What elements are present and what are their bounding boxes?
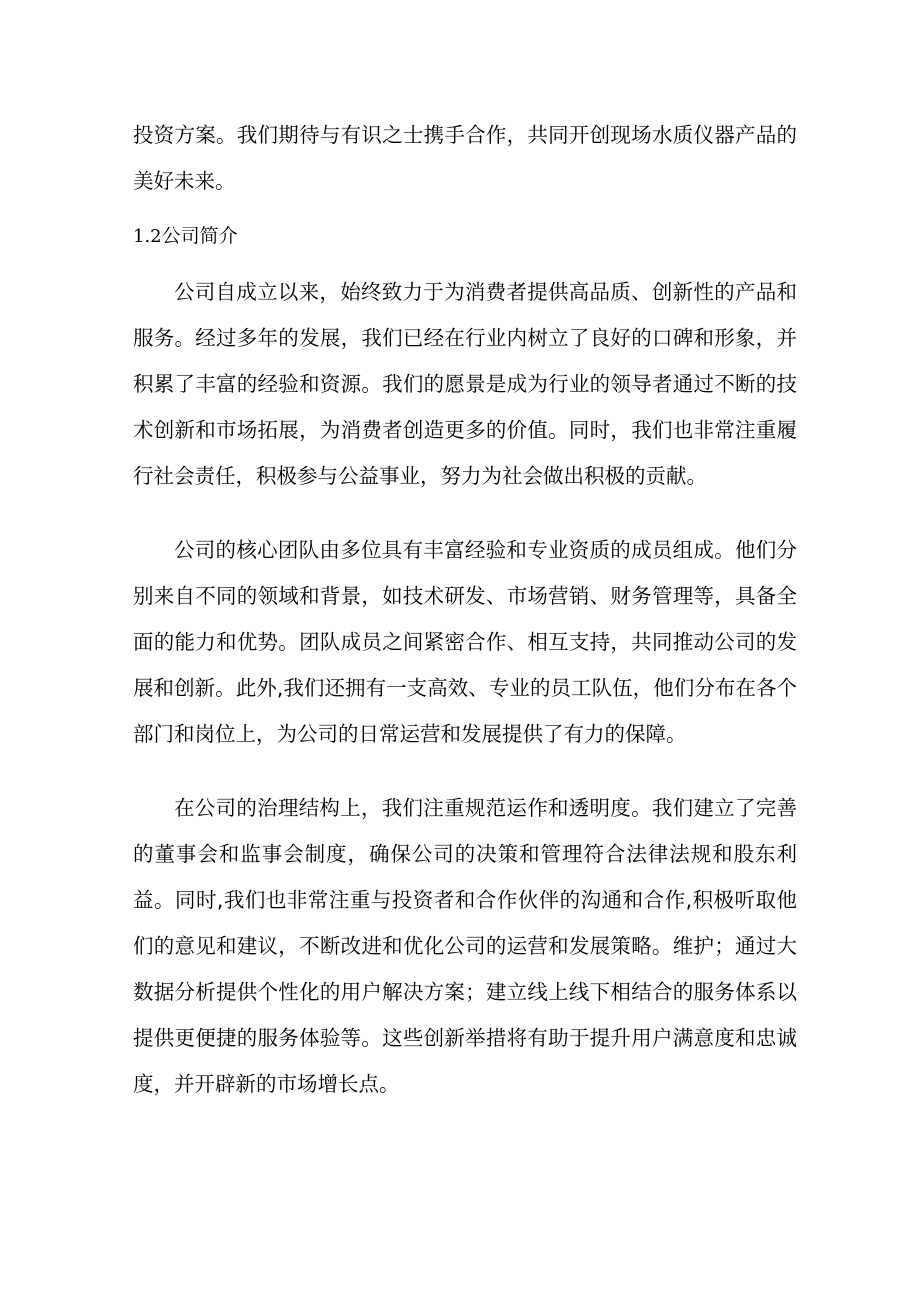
- document-body: [133, 112, 797, 1107]
- section-heading: [133, 213, 797, 260]
- governance-paragraph: 在公司的治理结构上，我们注重规范运作和透明度。我们建立了完善的董事会和监事会制度，确保公司的决策和管理符合法律法规和股东利益。同时,我们也非常注重与投资者和合作伙伴的沟通和合作,积极听取他们的意见和建议，不断改进和优化公司的运营和发展策略。维护；通过大数据分析提供个性化的用户解决方案；建立线上线下相结合的服务体系以提供更便捷的服务体验等。这些创新举措将有助于提升用户满意度和忠诚度，并开辟新的市场增长点。: [133, 796, 797, 1096]
- company-overview-paragraph: 公司自成立以来，始终致力于为消费者提供高品质、创新性的产品和服务。经过多年的发展，我们已经在行业内树立了良好的口碑和形象，并积累了丰富的经验和资源。我们的愿景是成为行业的领导者通过不断的技术创新和市场拓展，为消费者创造更多的价值。同时，我们也非常注重履行社会责任，积极参与公益事业，努力为社会做出积极的贡献。: [133, 280, 797, 488]
- section-title: 公司简介: [161, 225, 238, 247]
- section-number: 1.2: [133, 226, 162, 247]
- core-team-paragraph: 公司的核心团队由多位具有丰富经验和专业资质的成员组成。他们分别来自不同的领域和背景，如技术研发、市场营销、财务管理等，具备全面的能力和优势。团队成员之间紧密合作、相互支持，共同推动公司的发展和创新。此外,我们还拥有一支高效、专业的员工队伍，他们分布在各个部门和岗位上，为公司的日常运营和发展提供了有力的保障。: [133, 538, 797, 746]
- intro-continuation-paragraph: 投资方案。我们期待与有识之士携手合作，共同开创现场水质仪器产品的美好未来。: [133, 123, 797, 193]
